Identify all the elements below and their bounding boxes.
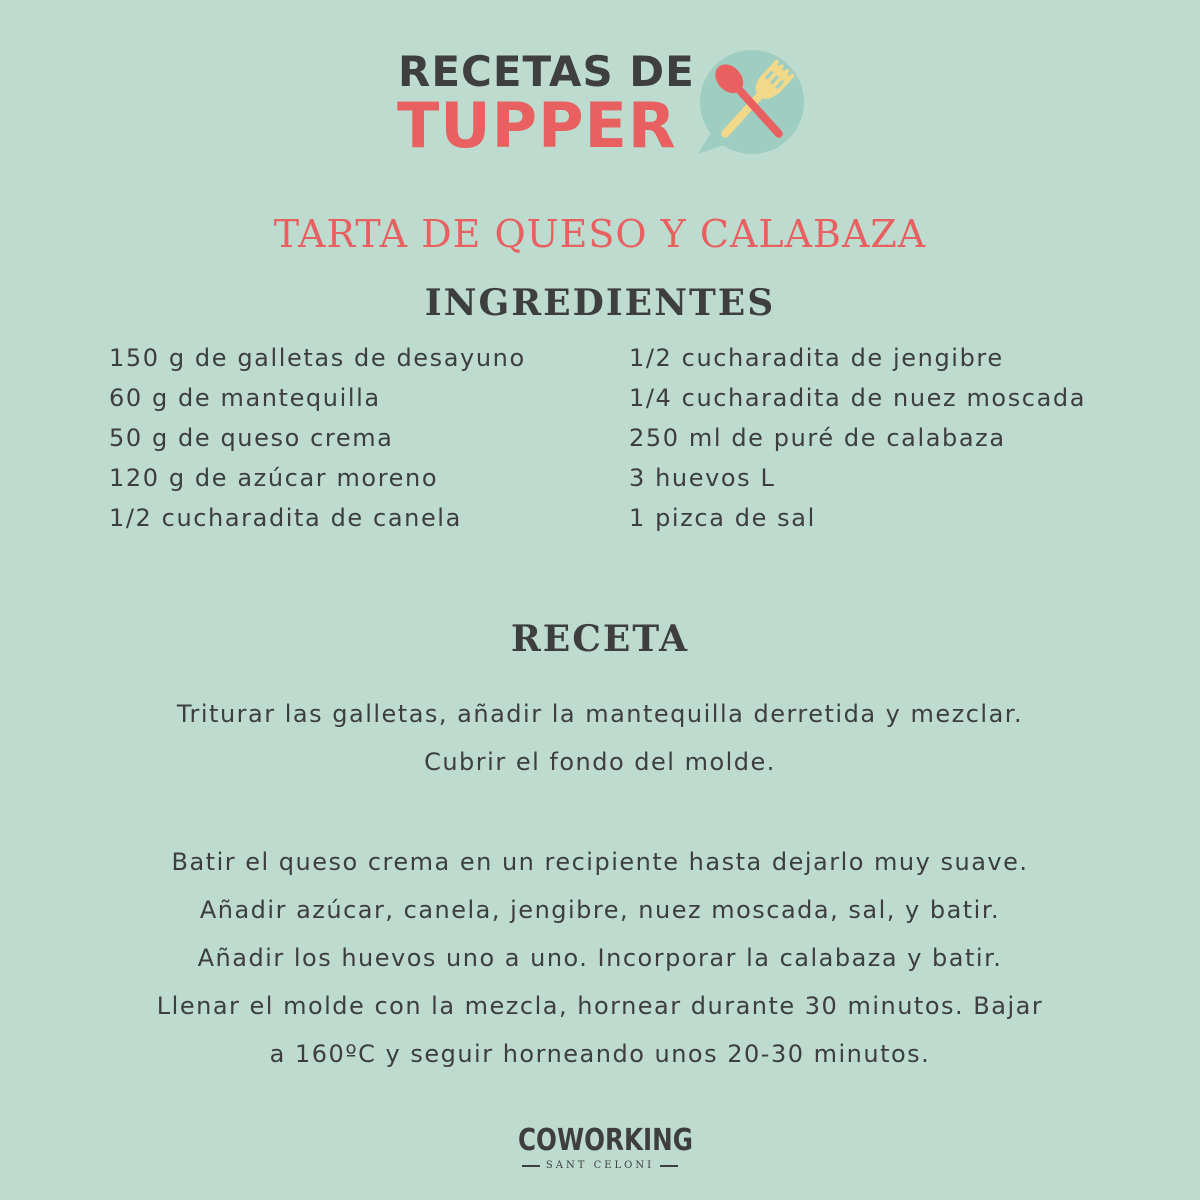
coworking-logo-text: COWORKING [518, 1123, 693, 1158]
logo-divider [660, 1165, 678, 1167]
recipe-heading: RECETA [510, 618, 690, 660]
list-item: 60 g de mantequilla [109, 384, 381, 412]
coworking-logo [500, 1124, 700, 1171]
recipe-line: Triturar las galletas, añadir la mantequilla derretida y mezclar. [176, 700, 1024, 728]
brand-header [0, 40, 1200, 170]
recipe-line: a 160ºC y seguir horneando unos 20-30 minutos. [269, 1040, 931, 1068]
ingredients-list-right [629, 338, 1086, 538]
list-item: 150 g de galletas de desayuno [109, 344, 526, 372]
coworking-logo-subrow [500, 1160, 700, 1171]
recipe-paragraph-2 [0, 838, 1200, 1078]
list-item: 120 g de azúcar moreno [109, 464, 439, 492]
ingredients-heading: INGREDIENTES [424, 282, 776, 324]
list-item: 3 huevos L [629, 464, 776, 492]
recipe-line: Añadir los huevos uno a uno. Incorporar la calabaza y batir. [197, 944, 1003, 972]
list-item: 1/2 cucharadita de jengibre [629, 344, 1004, 372]
brand-title-line2: TUPPER [397, 89, 677, 162]
spoon-fork-speech-bubble-icon [688, 50, 812, 162]
logo-divider [522, 1165, 540, 1167]
recipe-paragraph-1 [0, 690, 1200, 786]
recipe-line: Cubrir el fondo del molde. [424, 748, 776, 776]
recipe-line: Batir el queso crema en un recipiente hasta dejarlo muy suave. [171, 848, 1029, 876]
brand-title-line1: RECETAS DE [398, 47, 695, 96]
ingredients-list-left [109, 338, 526, 538]
recipe-line: Añadir azúcar, canela, jengibre, nuez moscada, sal, y batir. [199, 896, 1001, 924]
coworking-logo-subtext: SANT CELONI [545, 1160, 655, 1171]
list-item: 1/4 cucharadita de nuez moscada [629, 384, 1087, 412]
list-item: 50 g de queso crema [109, 424, 394, 452]
list-item: 1/2 cucharadita de canela [109, 504, 462, 532]
list-item: 1 pizca de sal [629, 504, 816, 532]
recipe-line: Llenar el molde con la mezcla, hornear durante 30 minutos. Bajar [156, 992, 1044, 1020]
list-item: 250 ml de puré de calabaza [629, 424, 1006, 452]
dish-title: TARTA DE QUESO Y CALABAZA [273, 212, 927, 256]
